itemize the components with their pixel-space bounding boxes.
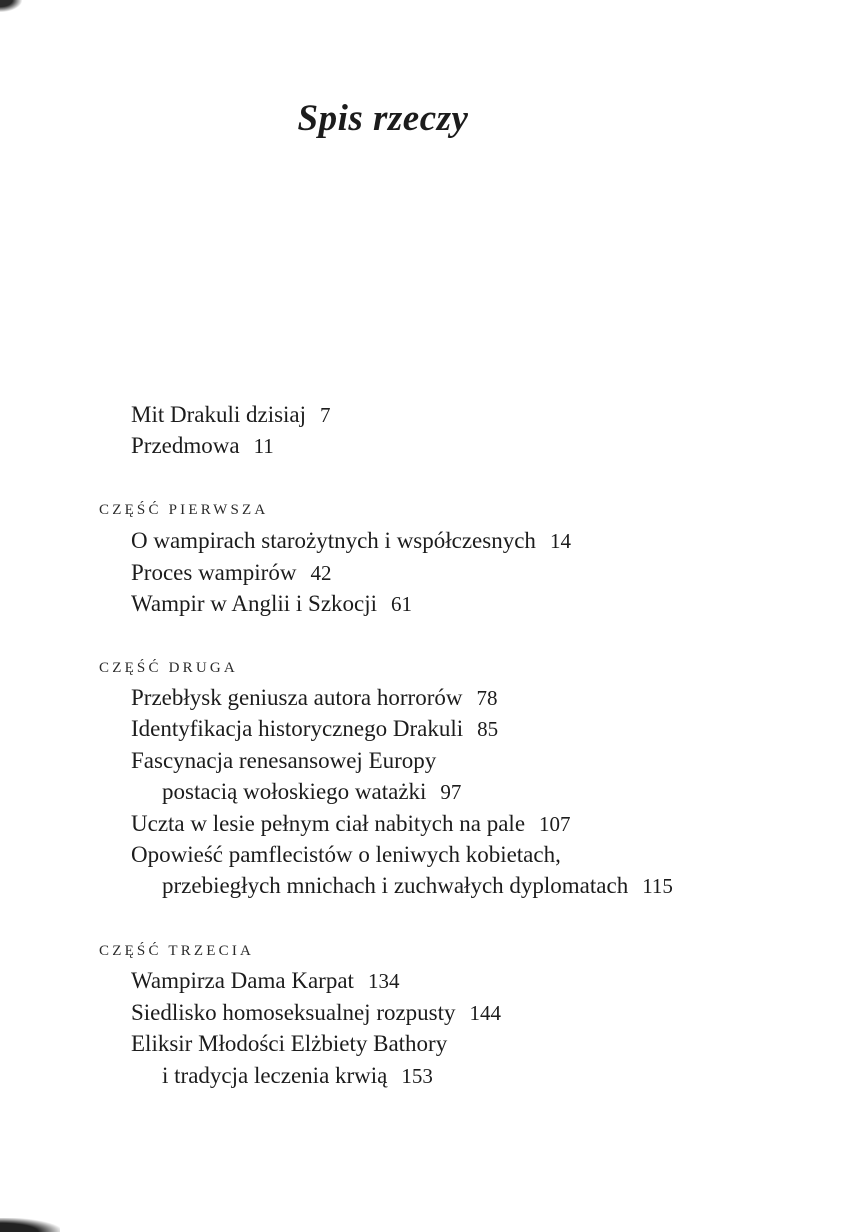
toc-entry[interactable] [131,589,412,619]
toc-entry-page: 11 [253,434,274,458]
toc-entry-page: 78 [476,686,498,710]
toc-entry-title: Siedlisko homoseksualnej rozpusty [131,1000,456,1025]
toc-entry-page: 97 [440,780,462,804]
toc-entry[interactable] [131,558,331,588]
toc-entry-title: Przebłysk geniusza autora horrorów [131,685,463,710]
part-heading: CZĘŚĆ DRUGA [99,660,238,676]
toc-entry-page: 61 [391,592,413,616]
toc-entry-continuation[interactable] [162,871,673,901]
toc-entry[interactable] [131,714,498,744]
part-heading: CZĘŚĆ TRZECIA [99,943,255,959]
toc-entry-continuation[interactable] [162,777,461,807]
toc-entry-title: Fascynacja renesansowej Europy [131,748,437,773]
toc-entry-page: 107 [539,812,571,836]
toc-entry-title: Opowieść pamflecistów o leniwych kobietach, [131,842,561,867]
toc-entry-page: 14 [549,529,571,553]
toc-entry-page: 85 [477,717,499,741]
toc-entry[interactable] [131,683,497,713]
toc-entry-continuation[interactable] [162,1061,433,1091]
toc-entry[interactable] [131,966,399,996]
toc-entry[interactable] [131,431,274,461]
toc-entry-page: 42 [310,561,332,585]
toc-entry-title: Proces wampirów [131,560,297,585]
toc-entry-page: 115 [642,874,673,898]
toc-entry[interactable] [131,840,561,870]
toc-entry-title: Eliksir Młodości Elżbiety Bathory [131,1031,448,1056]
toc-entry-title: Uczta w lesie pełnym ciał nabitych na pale [131,811,526,836]
toc-entry[interactable] [131,998,501,1028]
toc-entry-page: 134 [367,969,400,993]
toc-entry-page: 144 [469,1001,502,1025]
toc-entry-title: Mit Drakuli dzisiaj [131,402,307,427]
toc-entry[interactable] [131,746,436,776]
toc-entry-page: 7 [320,403,331,427]
toc-entry-title: O wampirach starożytnych i współczesnych [131,528,536,553]
page-title: Spis rzeczy [297,97,469,139]
part-heading: CZĘŚĆ PIERWSZA [99,502,269,518]
toc-entry[interactable] [131,526,571,556]
toc-entry-title: Identyfikacja historycznego Drakuli [131,716,464,741]
toc-entry-page: 153 [401,1064,433,1088]
toc-entry[interactable] [131,809,571,839]
toc-entry-title: Przedmowa [131,433,240,458]
toc-entry-title: przebiegłych mnichach i zuchwałych dyplomatach [162,873,629,898]
toc-entry[interactable] [131,400,331,430]
toc-entry-title: postacią wołoskiego watażki [162,779,427,804]
toc-entry[interactable] [131,1029,447,1059]
toc-entry-title: Wampirza Dama Karpat [131,968,354,993]
toc-entry-title: Wampir w Anglii i Szkocji [131,591,378,616]
toc-entry-title: i tradycja leczenia krwią [162,1063,388,1088]
